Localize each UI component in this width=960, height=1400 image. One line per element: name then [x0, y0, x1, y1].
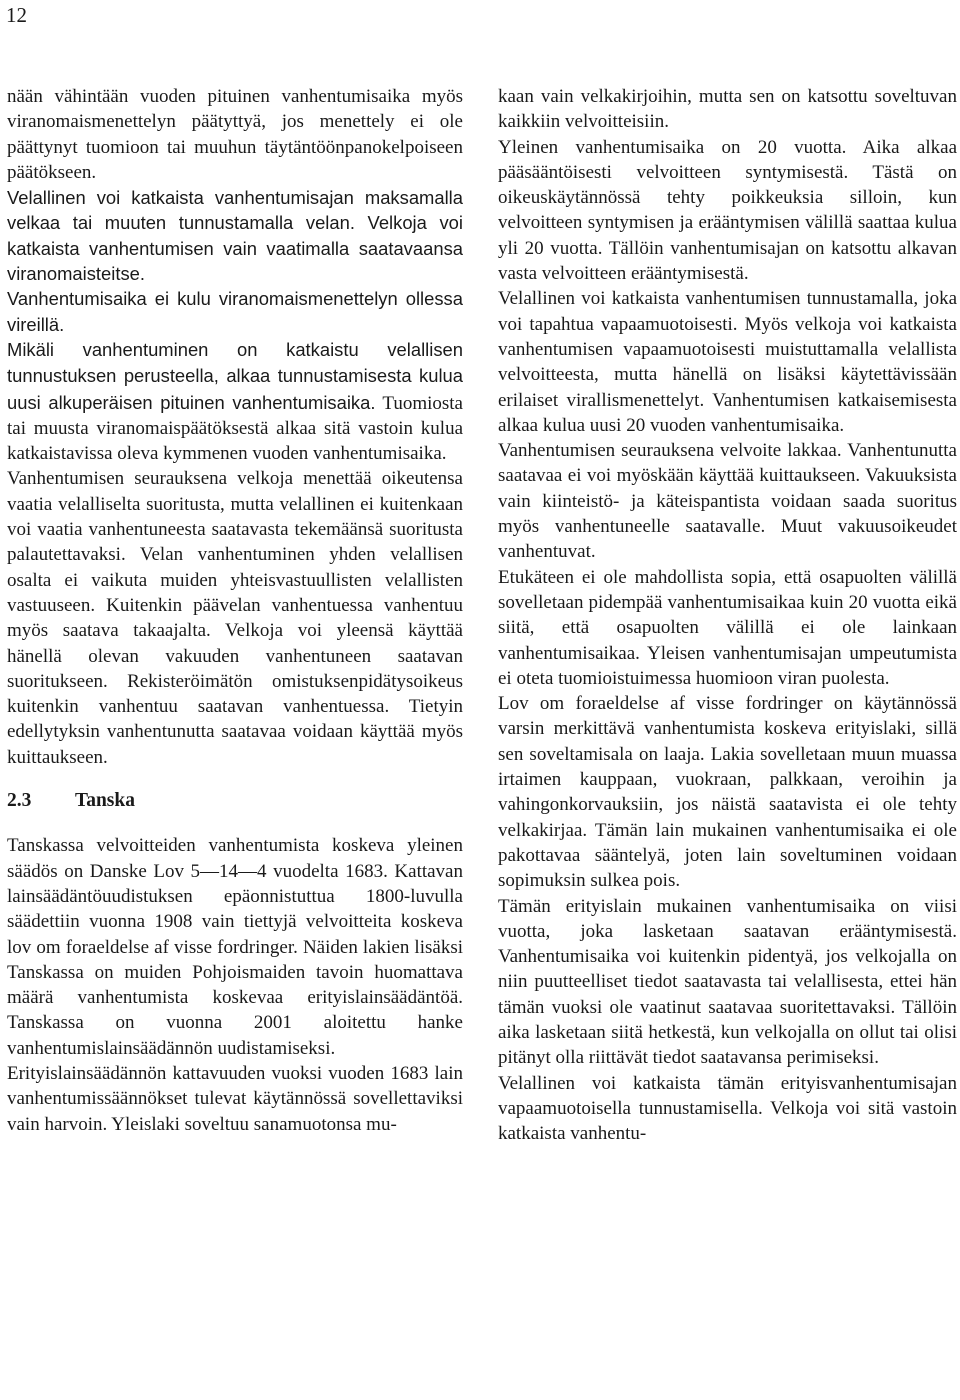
paragraph: Yleinen vanhentumisaika on 20 vuotta. Aika alkaa pääsääntöisesti velvoitteen syntymisestä. Tästä on oikeuskäytännössä tehty poikkeuksia silloin, kun velvoitteen syntymisen ja erääntymisen välillä saattaa kulua yli 20 vuotta. Tällöin vanhentumisajan on katsottu alkavan vasta velvoitteen erääntymisestä. — [498, 136, 957, 285]
paragraph: nään vähintään vuoden pituinen vanhentumisaika myös viranomaismenettelyn päätyttyä, jos menettely ei ole päättynyt tuomioon tai muuhun täytäntöönpanokelpoiseen päätökseen. — [7, 86, 463, 183]
section-title: Tanska — [75, 790, 135, 812]
paragraph: Velallinen voi katkaista vanhentumisajan maksamalla velkaa tai muuten tunnustamalla velan. Velkoja voi katkaista vanhentumisen vain vaatimalla saatavaansa viranomaisteitse. — [7, 187, 463, 285]
paragraph: Vanhentumisen seurauksena velvoite lakkaa. Vanhentunutta saatavaa ei voi myöskään käyttää kuittaukseen. Vakuuksista vain kiinteistö- ja käteispantista voidaan saada suoritus myös vanhentuneelle saatavalle. Muut vakuusoikeudet vanhentuvat. — [498, 440, 957, 563]
paragraph: Etukäteen ei ole mahdollista sopia, että osapuolten välillä sovelletaan pidempää vanhentumisaikaa kuin 20 vuotta eikä siitä, että osapuolten välillä ei ole lainkaan vanhentumisaikaa. Yleisen vanhentumisajan umpeutumista ei oteta tuomioistuimessa huomioon viran puolesta. — [498, 566, 957, 689]
paragraph: kaan vain velkakirjoihin, mutta sen on katsottu soveltuvan kaikkiin velvoitteisiin. — [498, 86, 957, 133]
page-number: 12 — [6, 3, 27, 27]
section-number: 2.3 — [7, 790, 32, 812]
paragraph: Erityislainsäädännön kattavuuden vuoksi vuoden 1683 lain vanhentumissäännökset tulevat käytännössä sovellettaviksi vain harvoin. Yleislaki soveltuu sanamuotonsa mu- — [7, 1062, 463, 1135]
paragraph: Vanhentumisaika ei kulu viranomaismenettelyn ollessa vireillä. — [7, 288, 463, 335]
right-column — [498, 84, 957, 1146]
section-heading — [7, 788, 463, 813]
paragraph-sans-part: Mikäli vanhentuminen on katkaistu velallisen tunnustuksen perusteella, alkaa tunnustamisesta kulua uusi alkuperäisen pituinen vanhentumisaika. — [7, 338, 463, 413]
paragraph: Velallinen voi katkaista vanhentumisen tunnustamalla, joka voi tapahtua vapaamuotoisesti. Myös velkoja voi katkaista vanhentumisen vapaamuotoisesti muistuttamalla velallista velvoitteesta, mutta hänellä on lisäksi käytettävissään erilaiset virallismenettelyt. Vanhentumisen katkaisemisesta alkaa kulua uusi 20 vuoden vanhentumisaika. — [498, 288, 957, 436]
paragraph: Velallinen voi katkaista tämän erityisvanhentumisajan vapaamuotoisella tunnustamisella. Velkoja voi sitä vastoin katkaista vanhentu- — [498, 1072, 957, 1145]
paragraph: Tämän erityislain mukainen vanhentumisaika on viisi vuotta, joka lasketaan saatavan erääntymisestä. Vanhentumisaika voi kuitenkin pidentyä, jos velkojalla on niin puutteelliset tiedot saatavasta tai velallisesta, ettei hän tämän vuoksi ole vaatinut saatavaa suoritettavaksi. Tällöin aika lasketaan siitä hetkestä, kun velkojalla on ollut tai olisi pitänyt olla riittävät tiedot saatavansa perimiseksi. — [498, 895, 957, 1069]
paragraph: Lov om foraeldelse af visse fordringer on käytännössä varsin merkittävä vanhentumista koskeva erityislaki, sillä sen soveltamisala on laaja. Lakia sovelletaan muun muassa irtaimen kauppaan, vuokraan, palkkaan, veroihin ja vahingonkorvauksiin, jos näistä saatavista ei ole tehty velkakirjaa. Tämän lain mukainen vanhentumisaika ei ole pakottavaa sääntelyä, joten lain soveltuminen voidaan sopimuksin sulkea pois. — [498, 693, 957, 892]
paragraph: Vanhentumisen seurauksena velkoja menettää oikeutensa vaatia velalliselta suoritusta, mutta velallinen ei kuitenkaan voi vaatia vanhentuneesta saatavasta tekemäänsä suoritusta palautettavaksi. Velan vanhentuminen yhden velallisen osalta ei vaikuta muiden yhteisvastuullisten velallisten vastuuseen. Kuitenkin päävelan vanhentuessa vanhentuu myös saatava takaajalta. Velkoja voi yleensä käyttää hänellä olevan vakuuden vanhentuneen saatavan suoritukseen. Rekisteröimätön omistuksenpidätysoikeus kuitenkin vanhentuu saatavan vanhentuessa. Tietyin edellytyksin vanhentunutta saatavaa voidaan käyttää myös kuittaukseen. — [7, 468, 463, 768]
paragraph — [7, 337, 463, 466]
left-column — [7, 84, 463, 1137]
paragraph-serif-part: Tuomiosta tai muusta viranomaispäätöksestä alkaa sitä vastoin kulua katkaistavissa oleva kymmenen vuoden vanhentumisaika. — [7, 392, 463, 465]
paragraph: Tanskassa velvoitteiden vanhentumista koskeva yleinen säädös on Danske Lov 5—14—4 vuodelta 1683. Kattavan lainsäädäntöuudistuksen epäonnistuttua 1800-luvulla säädettiin vuonna 1908 vain tiettyjä velvoitteita koskeva lov om foraeldelse af visse fordringer. Näiden lakien lisäksi Tanskassa on muiden Pohjoismaiden tavoin huomattava määrä vanhentumista koskevaa erityislainsäädäntöä. Tanskassa on vuonna 2001 aloitettu hanke vanhentumislainsäädännön uudistamiseksi. — [7, 835, 463, 1059]
